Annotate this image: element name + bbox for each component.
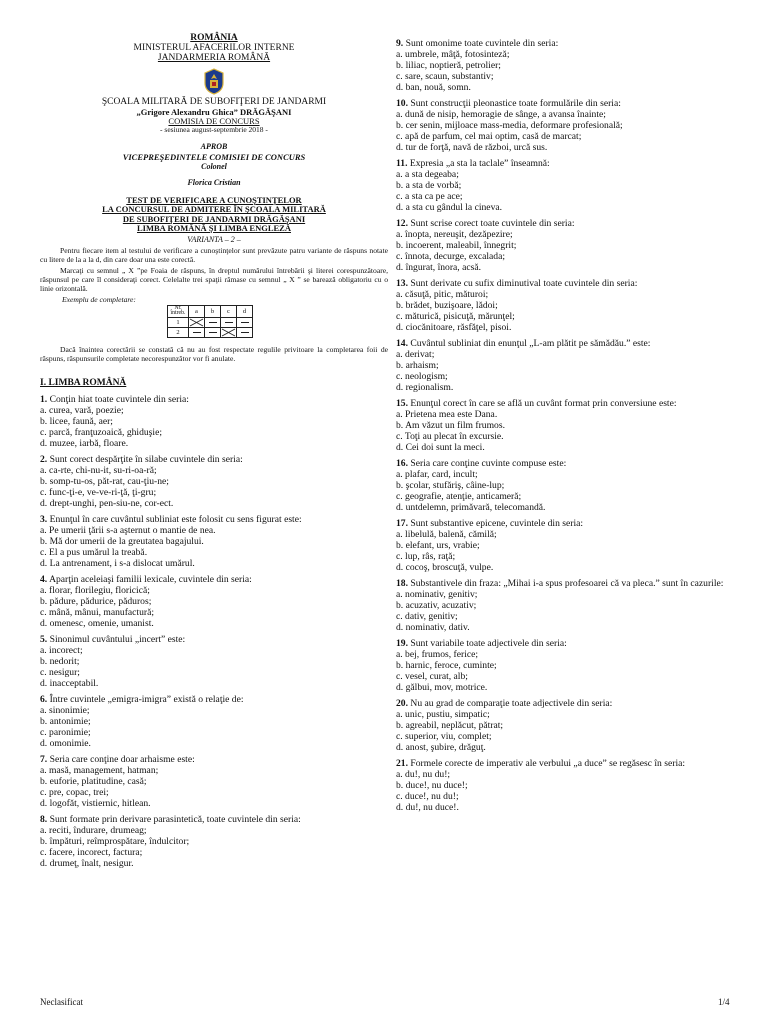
table-header-cell: b <box>205 305 221 318</box>
example-label: Exemplu de completare: <box>62 294 136 304</box>
question-number: 6. <box>40 693 48 705</box>
answer-option: d. a sta cu gândul la cineva. <box>396 202 503 213</box>
question-prompt: Substantivele din fraza: „Mihai i-a spus profesoarei că va pleca.” sunt în cazurile: <box>410 578 724 589</box>
question-prompt: Conţin hiat toate cuvintele din seria: <box>49 393 189 405</box>
school-title: ŞCOALA MILITARĂ DE SUBOFIŢERI DE JANDARMI <box>101 96 327 107</box>
answer-option: c. sare, scaun, substantiv; <box>396 71 494 82</box>
answer-option: a. căsuţă, pitic, măturoi; <box>396 289 489 300</box>
answer-option: d. untdelemn, primăvară, telecomandă. <box>396 502 546 513</box>
question-prompt: Enunţul corect în care se află un cuvânt format prin conversiune este: <box>410 398 677 409</box>
question-text <box>396 98 736 109</box>
question-prompt: Seria care conţine doar arhaisme este: <box>49 753 195 765</box>
answer-option: c. înnota, decurge, excalada; <box>396 251 506 262</box>
answer-option: d. drept-unghi, pen-siu-ne, cor-ect. <box>40 497 174 509</box>
gendarmerie-title: JANDARMERIA ROMÂNĂ <box>157 52 271 63</box>
question-item <box>396 638 736 693</box>
question-number: 8. <box>40 813 48 825</box>
question-number: 3. <box>40 513 48 525</box>
answer-option: d. regionalism. <box>396 382 454 393</box>
answer-option: c. pre, copac, trei; <box>40 786 109 798</box>
answer-option: b. cer senin, mijloace mass-media, deformare profesională; <box>396 120 623 131</box>
answer-option: d. tur de forţă, navă de război, urcă sus. <box>396 142 548 153</box>
answer-option: b. incoerent, maleabil, înnegrit; <box>396 240 517 251</box>
answer-option: a. Pe umerii ţării s-a aşternut o mantie de nea. <box>40 524 216 536</box>
answer-option: c. parcă, franţuzoaică, ghiduşie; <box>40 426 162 438</box>
answer-option: c. Toţi au plecat în excursie. <box>396 431 504 442</box>
x-mark-icon <box>221 328 236 337</box>
question-text <box>40 394 388 405</box>
answer-option: c. superior, viu, complet; <box>396 731 492 742</box>
question-prompt: Expresia „a sta la taclale” înseamnă: <box>409 158 550 169</box>
table-row-number: 2 <box>168 328 189 338</box>
answer-option: c. a sta ca pe ace; <box>396 191 463 202</box>
answer-option: a. bej, frumos, ferice; <box>396 649 479 660</box>
answer-option: b. antonimie; <box>40 715 91 727</box>
approval-block <box>40 142 388 189</box>
right-column <box>396 38 736 818</box>
answer-option: a. înopta, nereuşit, dezăpezire; <box>396 229 513 240</box>
test-title-line: TEST DE VERIFICARE A CUNOŞTINŢELOR <box>126 195 302 206</box>
question-prompt: Între cuvintele „emigra-imigra” există o relaţie de: <box>49 693 244 705</box>
question-item <box>396 278 736 333</box>
answer-option: b. a sta de vorbă; <box>396 180 462 191</box>
ministry-title: MINISTERUL AFACERILOR INTERNE <box>133 42 295 53</box>
question-number: 15. <box>396 398 408 409</box>
barred-cell <box>221 318 237 328</box>
answer-option: b. Am văzut un film frumos. <box>396 420 505 431</box>
table-header-cell: a <box>189 305 205 318</box>
question-text <box>396 758 736 769</box>
question-item <box>396 158 736 213</box>
answer-option: b. euforie, platitudine, casă; <box>40 775 147 787</box>
answer-option: b. pădure, pădurice, păduros; <box>40 595 152 607</box>
answer-option: a. umbrele, mâţă, fotosinteză; <box>396 49 510 60</box>
question-text <box>40 574 388 585</box>
school-name: „Grigore Alexandru Ghica” DRĂGĂŞANI <box>136 106 292 117</box>
question-item <box>396 98 736 153</box>
question-number: 1. <box>40 393 48 405</box>
answer-option: d. inacceptabil. <box>40 677 99 689</box>
answer-option: d. omonimie. <box>40 737 91 749</box>
instruction-paragraph: Marcaţi cu semnul „ X ”pe Foaia de răspuns, în dreptul numărului întrebării şi literei corespunzătoare, răspunsul pe care îl consideraţi corect. Celelalte trei spaţii rămase cu semnul „ X ” se barează obligatoriu cu o linie orizontală. <box>40 266 388 293</box>
answer-option: b. arhaism; <box>396 360 439 371</box>
answer-option: a. masă, management, hatman; <box>40 764 159 776</box>
answer-option: b. nedorit; <box>40 655 80 667</box>
approval-label: APROB <box>200 141 228 151</box>
question-text <box>396 518 736 529</box>
country-title: ROMÂNIA <box>190 33 238 43</box>
question-prompt: Formele corecte de imperativ ale verbului „a duce” se regăsesc în seria: <box>410 758 686 769</box>
answer-option: c. duce!, nu du!; <box>396 791 459 802</box>
question-number: 4. <box>40 573 48 585</box>
question-text <box>396 458 736 469</box>
variant-label: VARIANTA – 2 – <box>187 234 241 244</box>
coat-of-arms-icon <box>203 67 225 95</box>
answer-option: a. reciti, îndurare, drumeag; <box>40 824 147 836</box>
answer-option: c. măturică, pisicuţă, mărunţel; <box>396 311 515 322</box>
session-text: - sesiunea august-septembrie 2018 - <box>160 124 268 134</box>
answer-option: a. plafar, card, incult; <box>396 469 478 480</box>
question-text <box>396 278 736 289</box>
question-text <box>396 698 736 709</box>
answer-option: b. împături, reîmprospătare, îndulcitor; <box>40 835 190 847</box>
answer-option: d. omenesc, omenie, umanist. <box>40 617 154 629</box>
question-text <box>396 218 736 229</box>
answer-option: c. lup, râs, raţă; <box>396 551 456 562</box>
question-item <box>40 574 388 629</box>
answer-option: b. Mă dor umerii de la greutatea bagajului. <box>40 535 204 547</box>
answer-option: d. cocoş, broscuţă, vulpe. <box>396 562 494 573</box>
answer-option: d. drumeţ, înalt, nesigur. <box>40 857 134 869</box>
question-item <box>40 454 388 509</box>
question-prompt: Sunt variabile toate adjectivele din seria: <box>410 638 567 649</box>
question-number: 19. <box>396 638 408 649</box>
question-prompt: Sunt substantive epicene, cuvintele din seria: <box>410 518 584 529</box>
question-prompt: Nu au grad de comparaţie toate adjectivele din seria: <box>410 698 613 709</box>
answer-option: a. nominativ, genitiv; <box>396 589 478 600</box>
table-row-number: 1 <box>168 318 189 328</box>
completion-note: Dacă înaintea corectării se constată că nu au fost respectate regulile privitoare la completarea foii de răspuns, răspunsurile completate necorespunzător vor fi anulate. <box>40 345 388 363</box>
question-text <box>40 694 388 705</box>
answer-option: c. neologism; <box>396 371 448 382</box>
answer-option: a. derivat; <box>396 349 435 360</box>
answer-option: a. ca-rte, chi-nu-it, su-ri-oa-ră; <box>40 464 157 476</box>
question-item <box>40 514 388 569</box>
answer-option: c. mână, mânui, manufactură; <box>40 606 155 618</box>
answer-option: a. libelulă, balenă, cămilă; <box>396 529 497 540</box>
barred-cell <box>189 328 205 338</box>
question-item <box>396 458 736 513</box>
answer-option: c. El a pus umărul la treabă. <box>40 546 148 558</box>
question-prompt: Sunt formate prin derivare parasintetică, toate cuvintele din seria: <box>49 813 301 825</box>
questions-right <box>396 38 736 813</box>
answer-option: b. liliac, noptieră, petrolier; <box>396 60 501 71</box>
question-number: 13. <box>396 278 408 289</box>
barred-cell <box>205 318 221 328</box>
answer-option: a. incorect; <box>40 644 83 656</box>
answer-option: a. sinonimie; <box>40 704 90 716</box>
answer-option: d. anost, şubire, drăguţ. <box>396 742 486 753</box>
question-text <box>396 398 736 409</box>
answer-option: b. agreabil, neplăcut, pătrat; <box>396 720 504 731</box>
question-text <box>396 38 736 49</box>
barred-cell <box>205 328 221 338</box>
section-title: I. LIMBA ROMÂNĂ <box>40 377 127 388</box>
approval-name: Florica Cristian <box>187 178 241 188</box>
question-prompt: Seria care conţine cuvinte compuse este: <box>410 458 567 469</box>
question-item <box>40 694 388 749</box>
answer-option: b. elefant, urs, vrabie; <box>396 540 480 551</box>
committee-title: COMISIA DE CONCURS <box>168 115 260 126</box>
question-item <box>396 518 736 573</box>
answer-option: d. logofăt, vistiernic, hitlean. <box>40 797 151 809</box>
question-text <box>40 454 388 465</box>
question-text <box>40 754 388 765</box>
question-item <box>40 814 388 869</box>
answer-option: d. nominativ, dativ. <box>396 622 470 633</box>
classification-label: Neclasificat <box>40 997 83 1007</box>
question-text <box>396 338 736 349</box>
question-item <box>396 38 736 93</box>
table-header-cell: Nr. întreb. <box>168 305 189 318</box>
answer-option: a. du!, nu du!; <box>396 769 451 780</box>
question-number: 16. <box>396 458 408 469</box>
marked-x-cell <box>189 318 205 328</box>
question-item <box>396 338 736 393</box>
answer-option: b. duce!, nu duce!; <box>396 780 468 791</box>
question-item <box>396 578 736 633</box>
question-number: 9. <box>396 38 404 49</box>
question-number: 2. <box>40 453 48 465</box>
answer-option: b. licee, faună, aer; <box>40 415 113 427</box>
question-prompt: Cuvântul subliniat din enunţul „L-am plătit pe sămădău.” este: <box>410 338 651 349</box>
test-title-line: DE SUBOFIŢERI DE JANDARMI DRĂGĂŞANI <box>122 213 306 224</box>
question-item <box>396 758 736 813</box>
question-text <box>396 578 736 589</box>
question-number: 10. <box>396 98 408 109</box>
answer-option: a. florar, florilegiu, floricică; <box>40 584 150 596</box>
question-number: 11. <box>396 158 408 169</box>
question-prompt: Aparţin aceleiaşi familii lexicale, cuvintele din seria: <box>49 573 252 585</box>
test-title-line: LIMBA ROMÂNĂ ŞI LIMBA ENGLEZĂ <box>137 222 291 233</box>
question-item <box>396 698 736 753</box>
answer-option: b. somp-tu-os, păt-rat, cau-ţiu-ne; <box>40 475 169 487</box>
question-number: 17. <box>396 518 408 529</box>
question-item <box>40 754 388 809</box>
question-prompt: Sunt scrise corect toate cuvintele din seria: <box>410 218 575 229</box>
question-item <box>40 634 388 689</box>
test-title-line: LA CONCURSUL DE ADMITERE ÎN ŞCOALA MILITARĂ <box>102 204 326 215</box>
question-prompt: Enunţul în care cuvântul subliniat este folosit cu sens figurat este: <box>49 513 302 525</box>
answer-option: d. du!, nu duce!. <box>396 802 459 813</box>
question-number: 18. <box>396 578 408 589</box>
question-number: 20. <box>396 698 408 709</box>
answer-option: b. brădet, buzişoare, lădoi; <box>396 300 498 311</box>
question-number: 12. <box>396 218 408 229</box>
answer-option: a. unic, pustiu, simpatic; <box>396 709 490 720</box>
approval-role: VICEPREŞEDINTELE COMISIEI DE CONCURS <box>122 151 306 162</box>
table-header-cell: d <box>237 305 253 318</box>
barred-cell <box>237 318 253 328</box>
answer-option: d. ban, nouă, somn. <box>396 82 471 93</box>
answer-option: c. vesel, curat, alb; <box>396 671 468 682</box>
page-number: 1/4 <box>718 997 730 1007</box>
answer-option: a. Prietena mea este Dana. <box>396 409 498 420</box>
answer-option: d. Cei doi sunt la meci. <box>396 442 485 453</box>
test-title <box>40 196 388 233</box>
question-prompt: Sunt construcţii pleonastice toate formulările din seria: <box>410 98 621 109</box>
answer-option: c. paronimie; <box>40 726 91 738</box>
question-text <box>396 158 736 169</box>
example-answer-table <box>167 305 253 339</box>
table-header-cell: c <box>221 305 237 318</box>
answer-option: d. muzee, iarbă, floare. <box>40 437 129 449</box>
question-number: 5. <box>40 633 48 645</box>
answer-option: c. facere, incorect, factura; <box>40 846 143 858</box>
question-prompt: Sunt omonime toate cuvintele din seria: <box>405 38 559 49</box>
question-text <box>40 514 388 525</box>
answer-option: d. gălbui, mov, motrice. <box>396 682 488 693</box>
question-prompt: Sunt corect despărţite în silabe cuvintele din seria: <box>49 453 243 465</box>
marked-x-cell <box>221 328 237 338</box>
question-prompt: Sunt derivate cu sufix diminutival toate cuvintele din seria: <box>410 278 638 289</box>
question-text <box>396 638 736 649</box>
barred-cell <box>237 328 253 338</box>
question-text <box>40 634 388 645</box>
answer-option: c. dativ, genitiv; <box>396 611 458 622</box>
answer-option: a. a sta degeaba; <box>396 169 459 180</box>
answer-option: b. şcolar, stufăriş, câine-lup; <box>396 480 505 491</box>
answer-option: c. func-ţi-e, ve-ve-ri-ţă, ţi-gru; <box>40 486 157 498</box>
answer-option: c. geografie, atenţie, anticameră; <box>396 491 522 502</box>
question-prompt: Sinonimul cuvântului „incert” este: <box>49 633 186 645</box>
answer-option: c. nesigur; <box>40 666 80 678</box>
answer-option: a. dună de nisip, hemoragie de sânge, a avansa înainte; <box>396 109 606 120</box>
question-number: 21. <box>396 758 408 769</box>
questions-left <box>40 394 388 869</box>
question-item <box>396 218 736 273</box>
answer-option: d. ciocănitoare, răsfăţel, pisoi. <box>396 322 512 333</box>
answer-option: b. harnic, feroce, cuminte; <box>396 660 497 671</box>
instruction-paragraph: Pentru fiecare item al testului de verificare a cunoştinţelor sunt prevăzute patru variante de răspuns notate cu litere de la a la d, din care doar una este corectă. <box>40 245 388 264</box>
answer-option: a. curea, vară, poezie; <box>40 404 124 416</box>
question-number: 7. <box>40 753 48 765</box>
question-number: 14. <box>396 338 408 349</box>
header <box>40 34 388 134</box>
answer-option: d. îngurat, înora, acsă. <box>396 262 481 273</box>
answer-option: d. La antrenament, i s-a dislocat umărul. <box>40 557 195 569</box>
x-mark-icon <box>189 318 204 327</box>
question-item <box>40 394 388 449</box>
left-column <box>40 34 388 874</box>
answer-option: c. apă de parfum, cel mai optim, casă de marcat; <box>396 131 582 142</box>
question-item <box>396 398 736 453</box>
question-text <box>40 814 388 825</box>
approval-rank: Colonel <box>201 162 227 172</box>
answer-option: b. acuzativ, acuzativ; <box>396 600 477 611</box>
